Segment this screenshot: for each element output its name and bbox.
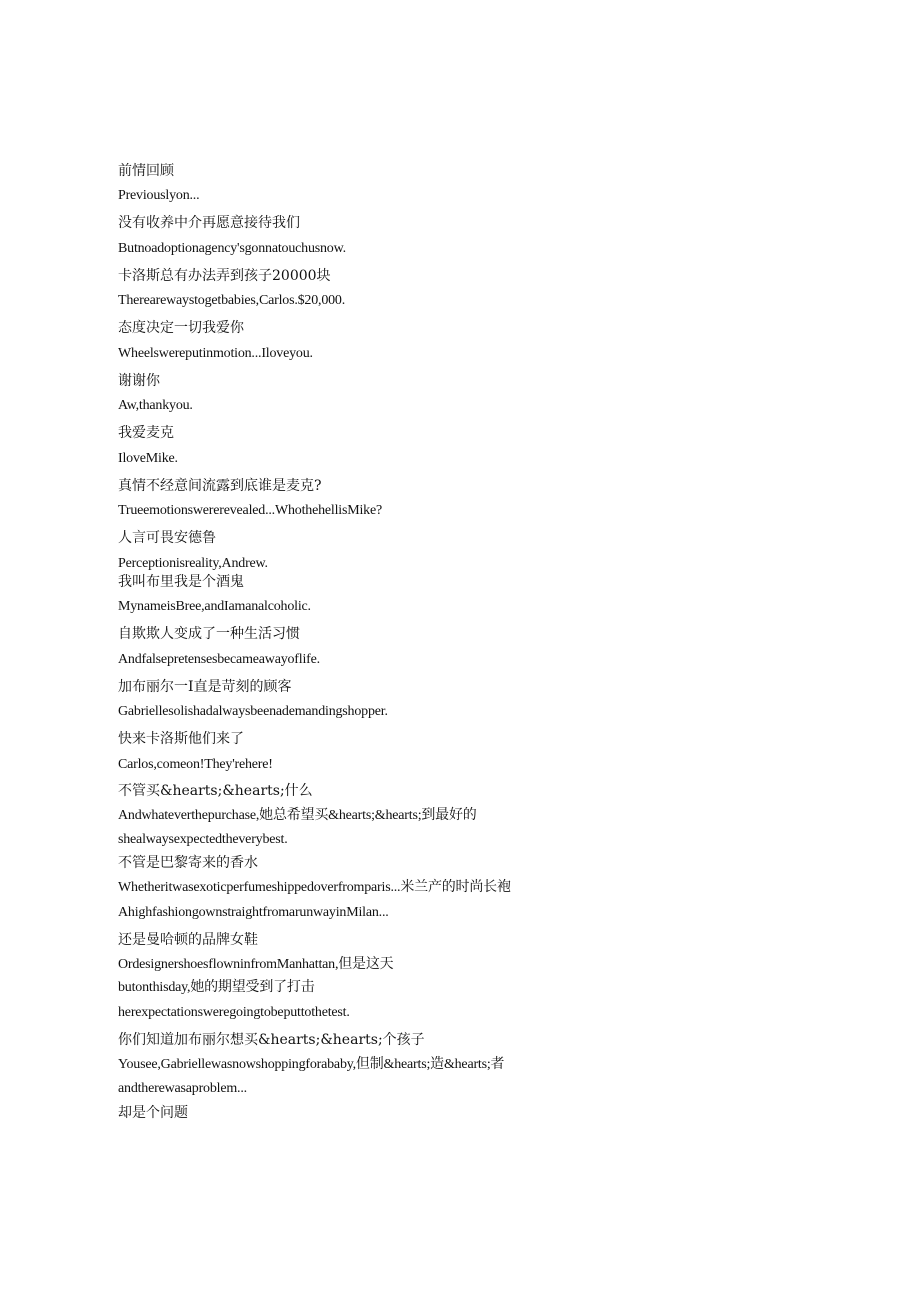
text-line: 还是曼哈顿的品牌女鞋 [118,932,258,948]
text-line: MynameisBree,andIamanalcoholic. [118,599,311,614]
text-line: 没有收养中介再愿意接待我们 [118,215,300,231]
text-line: andtherewasaproblem... [118,1081,247,1096]
text-line: 你们知道加布丽尔想买&hearts;&hearts;个孩子 [118,1032,425,1048]
text-line: 我叫布里我是个酒鬼 [118,574,244,590]
text-line: 态度决定一切我爱你 [118,320,244,336]
text-line: Yousee,Gabriellewasnowshoppingforababy,但制&hearts;造&hearts;者 [118,1057,505,1072]
text-line: 谢谢你 [118,373,160,389]
text-line: butonthisday,她的期望受到了打击 [118,980,315,995]
text-line: Andwhateverthepurchase,她总希望买&hearts;&hearts;到最好的 [118,808,477,823]
text-line: 自欺欺人变成了一种生活习惯 [118,626,300,642]
text-line: IloveMike. [118,451,178,466]
text-line: Carlos,comeon!They'rehere! [118,757,273,772]
text-line: Perceptionisreality,Andrew. [118,556,268,571]
text-line: Butnoadoptionagency'sgonnatouchusnow. [118,241,346,256]
text-line: Aw,thankyou. [118,398,193,413]
text-line: Previouslyon... [118,188,200,203]
text-line: 加布丽尔一I直是苛刻的顾客 [118,679,292,695]
text-line: Gabriellesolishadalwaysbeenademandingshopper. [118,704,388,719]
text-line: Whetheritwasexoticperfumeshippedoverfromparis...米兰产的时尚长袍 [118,880,511,895]
text-line: AhighfashiongownstraightfromarunwayinMilan... [118,905,389,920]
text-line: 却是个问题 [118,1105,188,1121]
text-line: 我爱麦克 [118,425,174,441]
text-line: 前情回顾 [118,163,174,179]
text-line: Andfalsepretensesbecameawayoflife. [118,652,320,667]
text-line: 快来卡洛斯他们来了 [118,731,244,747]
text-line: 不管是巴黎寄来的香水 [118,855,258,871]
text-line: OrdesignershoesflowninfromManhattan,但是这天 [118,957,394,972]
text-line: Therearewaystogetbabies,Carlos.$20,000. [118,293,346,308]
text-line: 人言可畏安德鲁 [118,530,216,546]
text-line: Wheelswereputinmotion...Iloveyou. [118,346,313,361]
text-line: Trueemotionswererevealed...WhothehellisMike? [118,503,382,518]
text-line: 不管买&hearts;&hearts;什么 [118,783,313,799]
text-line: herexpectationsweregoingtobeputtothetest. [118,1005,350,1020]
text-line: shealwaysexpectedtheverybest. [118,832,288,847]
text-line: 卡洛斯总有办法弄到孩子20000块 [118,268,331,284]
text-line: 真情不经意间流露到底谁是麦克? [118,478,322,494]
